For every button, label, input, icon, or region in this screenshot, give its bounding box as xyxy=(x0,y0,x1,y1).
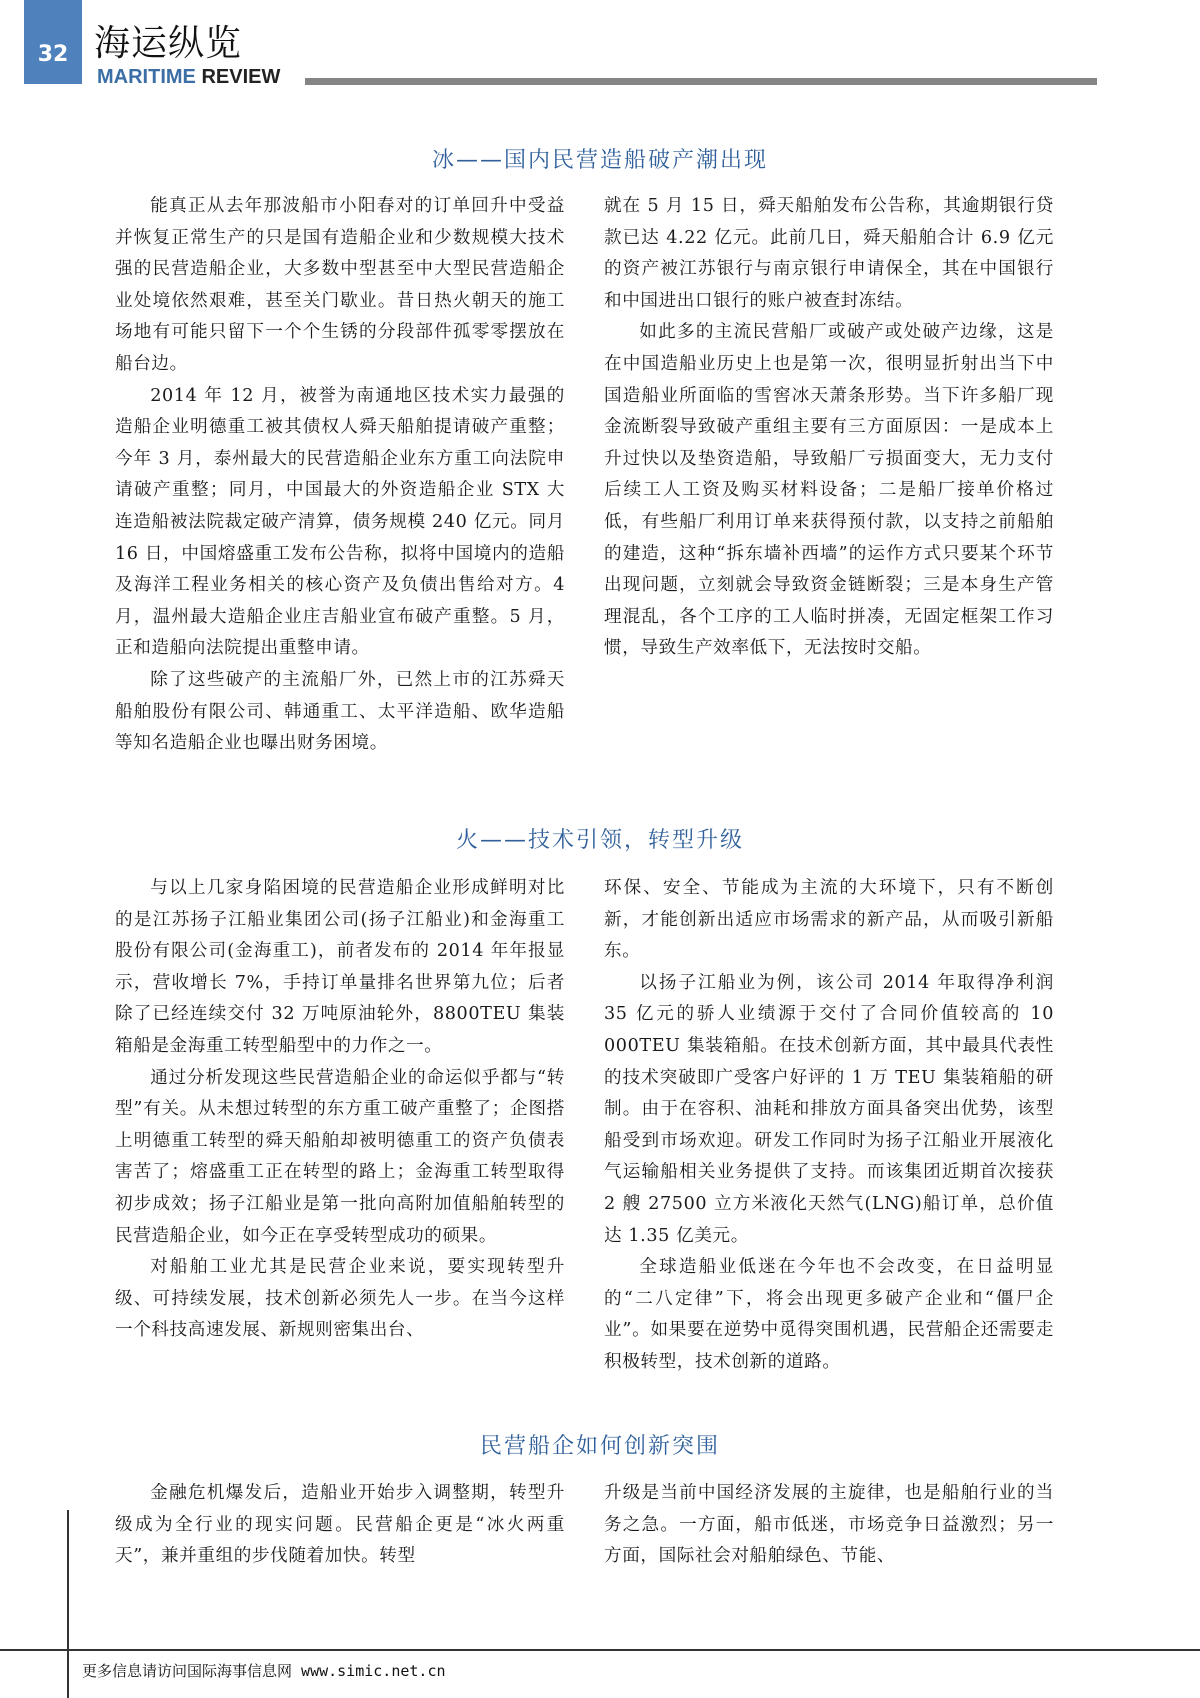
magazine-title-en-review: REVIEW xyxy=(201,66,281,88)
section-fire-left-column xyxy=(115,873,565,1347)
paragraph: 升级是当前中国经济发展的主旋律，也是船舶行业的当务之急。一方面，船市低迷，市场竞争日益激烈；另一方面，国际社会对船舶绿色、节能、 xyxy=(604,1483,1054,1567)
paragraph: 就在 5 月 15 日，舜天船舶发布公告称，其逾期银行贷款已达 4.22 亿元。此前几日，舜天船舶合计 6.9 亿元的资产被江苏银行与南京银行申请保全，其在中国银行和中国进出口银行的账户被查封冻结。 xyxy=(604,196,1054,311)
paragraph: 对船舶工业尤其是民营企业来说，要实现转型升级、可持续发展，技术创新必须先人一步。在当今这样一个科技高速发展、新规则密集出台、 xyxy=(115,1257,565,1341)
magazine-title-en xyxy=(97,66,280,88)
paragraph: 除了这些破产的主流船厂外，已然上市的江苏舜天船舶股份有限公司、韩通重工、太平洋造船、欧华造船等知名造船企业也曝出财务困境。 xyxy=(115,669,565,754)
magazine-title-cn: 海运纵览 xyxy=(94,23,243,64)
page-number: 32 xyxy=(37,42,69,67)
paragraph: 能真正从去年那波船市小阳春对的订单回升中受益并恢复正常生产的只是国有造船企业和少数规模大技术强的民营造船企业，大多数中型甚至中大型民营造船企业处境依然艰难，甚至关门歇业。昔日热火朝天的施工场地有可能只留下一个个生锈的分段部件孤零零摆放在船台边。 xyxy=(115,196,565,374)
section-innovation-left-column xyxy=(115,1478,565,1573)
footer-website-note: 更多信息请访问国际海事信息网 www.simic.net.cn xyxy=(82,1662,446,1680)
paragraph: 全球造船业低迷在今年也不会改变，在日益明显的“二八定律”下，将会出现更多破产企业和“僵尸企业”。如果要在逆势中觅得突围机遇，民营船企还需要走积极转型，技术创新的道路。 xyxy=(604,1257,1054,1372)
section-title-fire: 火——技术引领，转型升级 xyxy=(455,828,744,853)
footer-vertical-rule xyxy=(67,1510,69,1698)
paragraph: 通过分析发现这些民营造船企业的命运似乎都与“转型”有关。从未想过转型的东方重工破产重整了；企图搭上明德重工转型的舜天船舶却被明德重工的资产负债表害苦了；熔盛重工正在转型的路上；金海重工转型取得初步成效；扬子江船业是第一批向高附加值船舶转型的民营造船企业，如今正在享受转型成功的硕果。 xyxy=(115,1067,565,1246)
section-ice-left-column xyxy=(115,191,565,760)
magazine-title-en-maritime: MARITIME xyxy=(97,66,196,88)
section-title-innovation: 民营船企如何创新突围 xyxy=(479,1434,720,1459)
paragraph: 与以上几家身陷困境的民营造船企业形成鲜明对比的是江苏扬子江船业集团公司(扬子江船业)和金海重工股份有限公司(金海重工)，前者发布的 2014 年年报显示，营收增长 7%，手持订单量排名世界第九位；后者除了已经连续交付 32 万吨原油轮外，8800TEU 集装箱船是金海重工转型船型中的力作之一。 xyxy=(115,878,565,1056)
section-innovation-right-column xyxy=(604,1478,1054,1573)
section-title-ice: 冰——国内民营造船破产潮出现 xyxy=(431,148,768,173)
paragraph: 2014 年 12 月，被誉为南通地区技术实力最强的造船企业明德重工被其债权人舜天船舶提请破产重整；今年 3 月，泰州最大的民营造船企业东方重工向法院申请破产重整；同月，中国最大的外资造船企业 STX 大连造船被法院裁定破产清算，债务规模 240 亿元。同月 16 日，中国熔盛重工发布公告称，拟将中国境内的造船及海洋工程业务相关的核心资产及负债出售给对方。4 月，温州最大造船企业庄吉船业宣布破产重整。5 月，正和造船向法院提出重整申请。 xyxy=(115,385,565,659)
paragraph: 环保、安全、节能成为主流的大环境下，只有不断创新，才能创新出适应市场需求的新产品，从而吸引新船东。 xyxy=(604,878,1054,962)
section-ice-right-column xyxy=(604,191,1054,665)
paragraph: 如此多的主流民营船厂或破产或处破产边缘，这是在中国造船业历史上也是第一次，很明显折射出当下中国造船业所面临的雪窖冰天萧条形势。当下许多船厂现金流断裂导致破产重组主要有三方面原因：一是成本上升过快以及垫资造船，导致船厂亏损面变大，无力支付后续工人工资及购买材料设备；二是船厂接单价格过低，有些船厂利用订单来获得预付款，以支持之前船舶的建造，这种“拆东墙补西墙”的运作方式只要某个环节出现问题，立刻就会导致资金链断裂；三是本身生产管理混乱，各个工序的工人临时拼凑，无固定框架工作习惯，导致生产效率低下，无法按时交船。 xyxy=(604,322,1054,659)
section-fire-right-column xyxy=(604,873,1054,1379)
paragraph: 以扬子江船业为例，该公司 2014 年取得净利润 35 亿元的骄人业绩源于交付了合同价值较高的 10 000TEU 集装箱船。在技术创新方面，其中最具代表性的技术突破即广受客户好评的 1 万 TEU 集装箱船的研制。由于在容积、油耗和排放方面具备突出优势，该型船受到市场欢迎。研发工作同时为扬子江船业开展液化气运输船相关业务提供了支持。而该集团近期首次接获 2 艘 27500 立方米液化天然气(LNG)船订单，总价值达 1.35 亿美元。 xyxy=(604,972,1054,1246)
footer-horizontal-rule xyxy=(0,1649,1200,1651)
paragraph: 金融危机爆发后，造船业开始步入调整期，转型升级成为全行业的现实问题。民营船企更是“冰火两重天”，兼并重组的步伐随着加快。转型 xyxy=(115,1483,565,1567)
header-divider-bar xyxy=(305,78,1097,85)
